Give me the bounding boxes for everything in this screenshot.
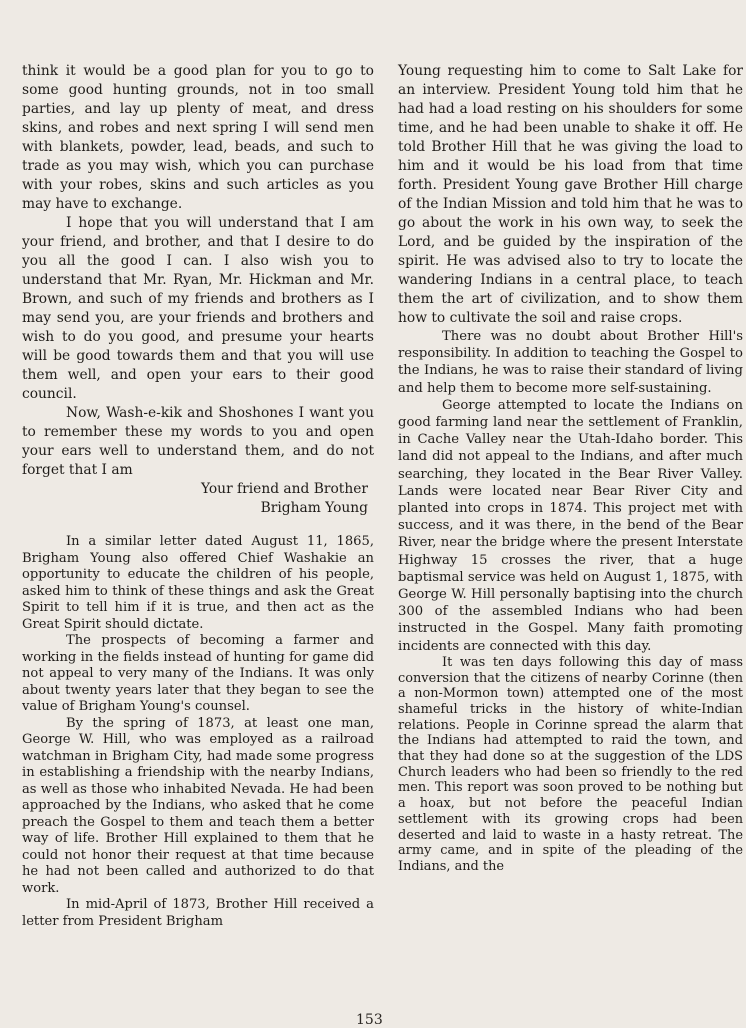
right-paragraph-3: George attempted to locate the Indians on good farming land near the settlement of Franklin, in Cache Valley near the Utah-Idaho border. This land did not appeal to the Indians, and after much searching, they located in the Bear River Valley. Lands were located near Bear River City and planted into crops in 1874. This project met with success, and it was there, in the bend of the Bear River, near the bridge where the present Interstate Highway 15 crosses the river, that a huge baptismal service was held on August 1, 1875, with George W. Hill personally baptising into the church 300 of the assembled Indians who had been instructed in the Gospel. Many faith promoting incidents are connected with this day. [398, 397, 743, 654]
page-number: 153 [356, 1012, 383, 1028]
narrative-paragraph-1: In a similar letter dated August 11, 1865, Brigham Young also offered Chief Washakie an opportunity to educate the children of his people, asked him to think of these things and ask the Great Spirit to tell him if it is true, and then act as the Great Spirit should dictate. [22, 534, 374, 632]
right-middle-section [398, 328, 743, 655]
right-paragraph-1: Young requesting him to come to Salt Lake for an interview. President Young told him that he had had a load resting on his shoulders for some time, and he had been unable to shake it off. He told Brother Hill that he was giving the load to him and it would be his load from that time forth. President Young gave Brother Hill charge of the Indian Mission and told him that he was to go about the work in his own way, to seek the Lord, and be guided by the inspiration of the spirit. He was advised also to try to locate the wandering Indians in a central place, to teach them the art of civilization, and to show them how to cultivate the soil and raise crops. [398, 63, 743, 326]
letter-paragraph-3: Now, Wash-e-kik and Shoshones I want you to remember these my words to you and open your ears well to understand them, and do not forget that I am [22, 405, 374, 478]
letter-signature: Brigham Young [260, 500, 368, 516]
letter-paragraph-2: I hope that you will understand that I am your friend, and brother, and that I desire to do you all the good I can. I also wish you to understand that Mr. Ryan, Mr. Hickman and Mr. Brown, and such of my friends and brothers as I may send you, are your friends and brothers and wish to do you good, and presume your hearts will be good towards them and that you will use them well, and open your ears to their good council. [22, 215, 374, 402]
letter-closing: Your friend and Brother [200, 481, 368, 497]
narrative-paragraph-2: The prospects of becoming a farmer and working in the fields instead of hunting for game did not appeal to very many of the Indians. It was only about twenty years later that they began to see the value of Brigham Young's counsel. [22, 633, 374, 714]
right-paragraph-4: It was ten days following this day of mass conversion that the citizens of nearby Corinne (then a non-Mormon town) attempted one of the most shameful tricks in the history of white-Indian relations. People in Corinne spread the alarm that the Indians had attempted to raid the town, and that they had done so at the suggestion of the LDS Church leaders who had been so friendly to the red men. This report was soon proved to be nothing but a hoax, but not before the peaceful Indian settlement with its growing crops had been deserted and laid to waste in a hasty retreat. The army came, and in spite of the pleading of the Indians, and the [398, 654, 743, 874]
narrative-paragraph-3: By the spring of 1873, at least one man, George W. Hill, who was employed as a railroad watchman in Brigham City, had made some progress in establishing a friendship with the nearby Indians, as well as those who inhabited Nevada. He had been approached by the Indians, who asked that he come preach the Gospel to them and teach them a better way of life. Brother Hill explained to them that he could not honor their request at that time because he had not been called and authorized to do that work. [22, 715, 374, 896]
left-column [22, 62, 374, 930]
right-column [398, 62, 743, 875]
left-narrative [22, 534, 374, 930]
letter-paragraph-1: think it would be a good plan for you to go to some good hunting grounds, not in too small parties, and lay up plenty of meat, and dress skins, and robes and next spring I will send men with blankets, powder, lead, beads, and such to trade as you may wish, which you can purchase with your robes, skins and such articles as you may have to exchange. [22, 63, 374, 212]
narrative-paragraph-4: In mid-April of 1873, Brother Hill received a letter from President Brigham [22, 897, 374, 929]
right-lower-section [398, 655, 743, 875]
right-paragraph-2: There was no doubt about Brother Hill's responsibility. In addition to teaching the Gospel to the Indians, he was to raise their standard of living and help them to become more self-sustaining. [398, 329, 743, 396]
section-gap [22, 518, 374, 534]
